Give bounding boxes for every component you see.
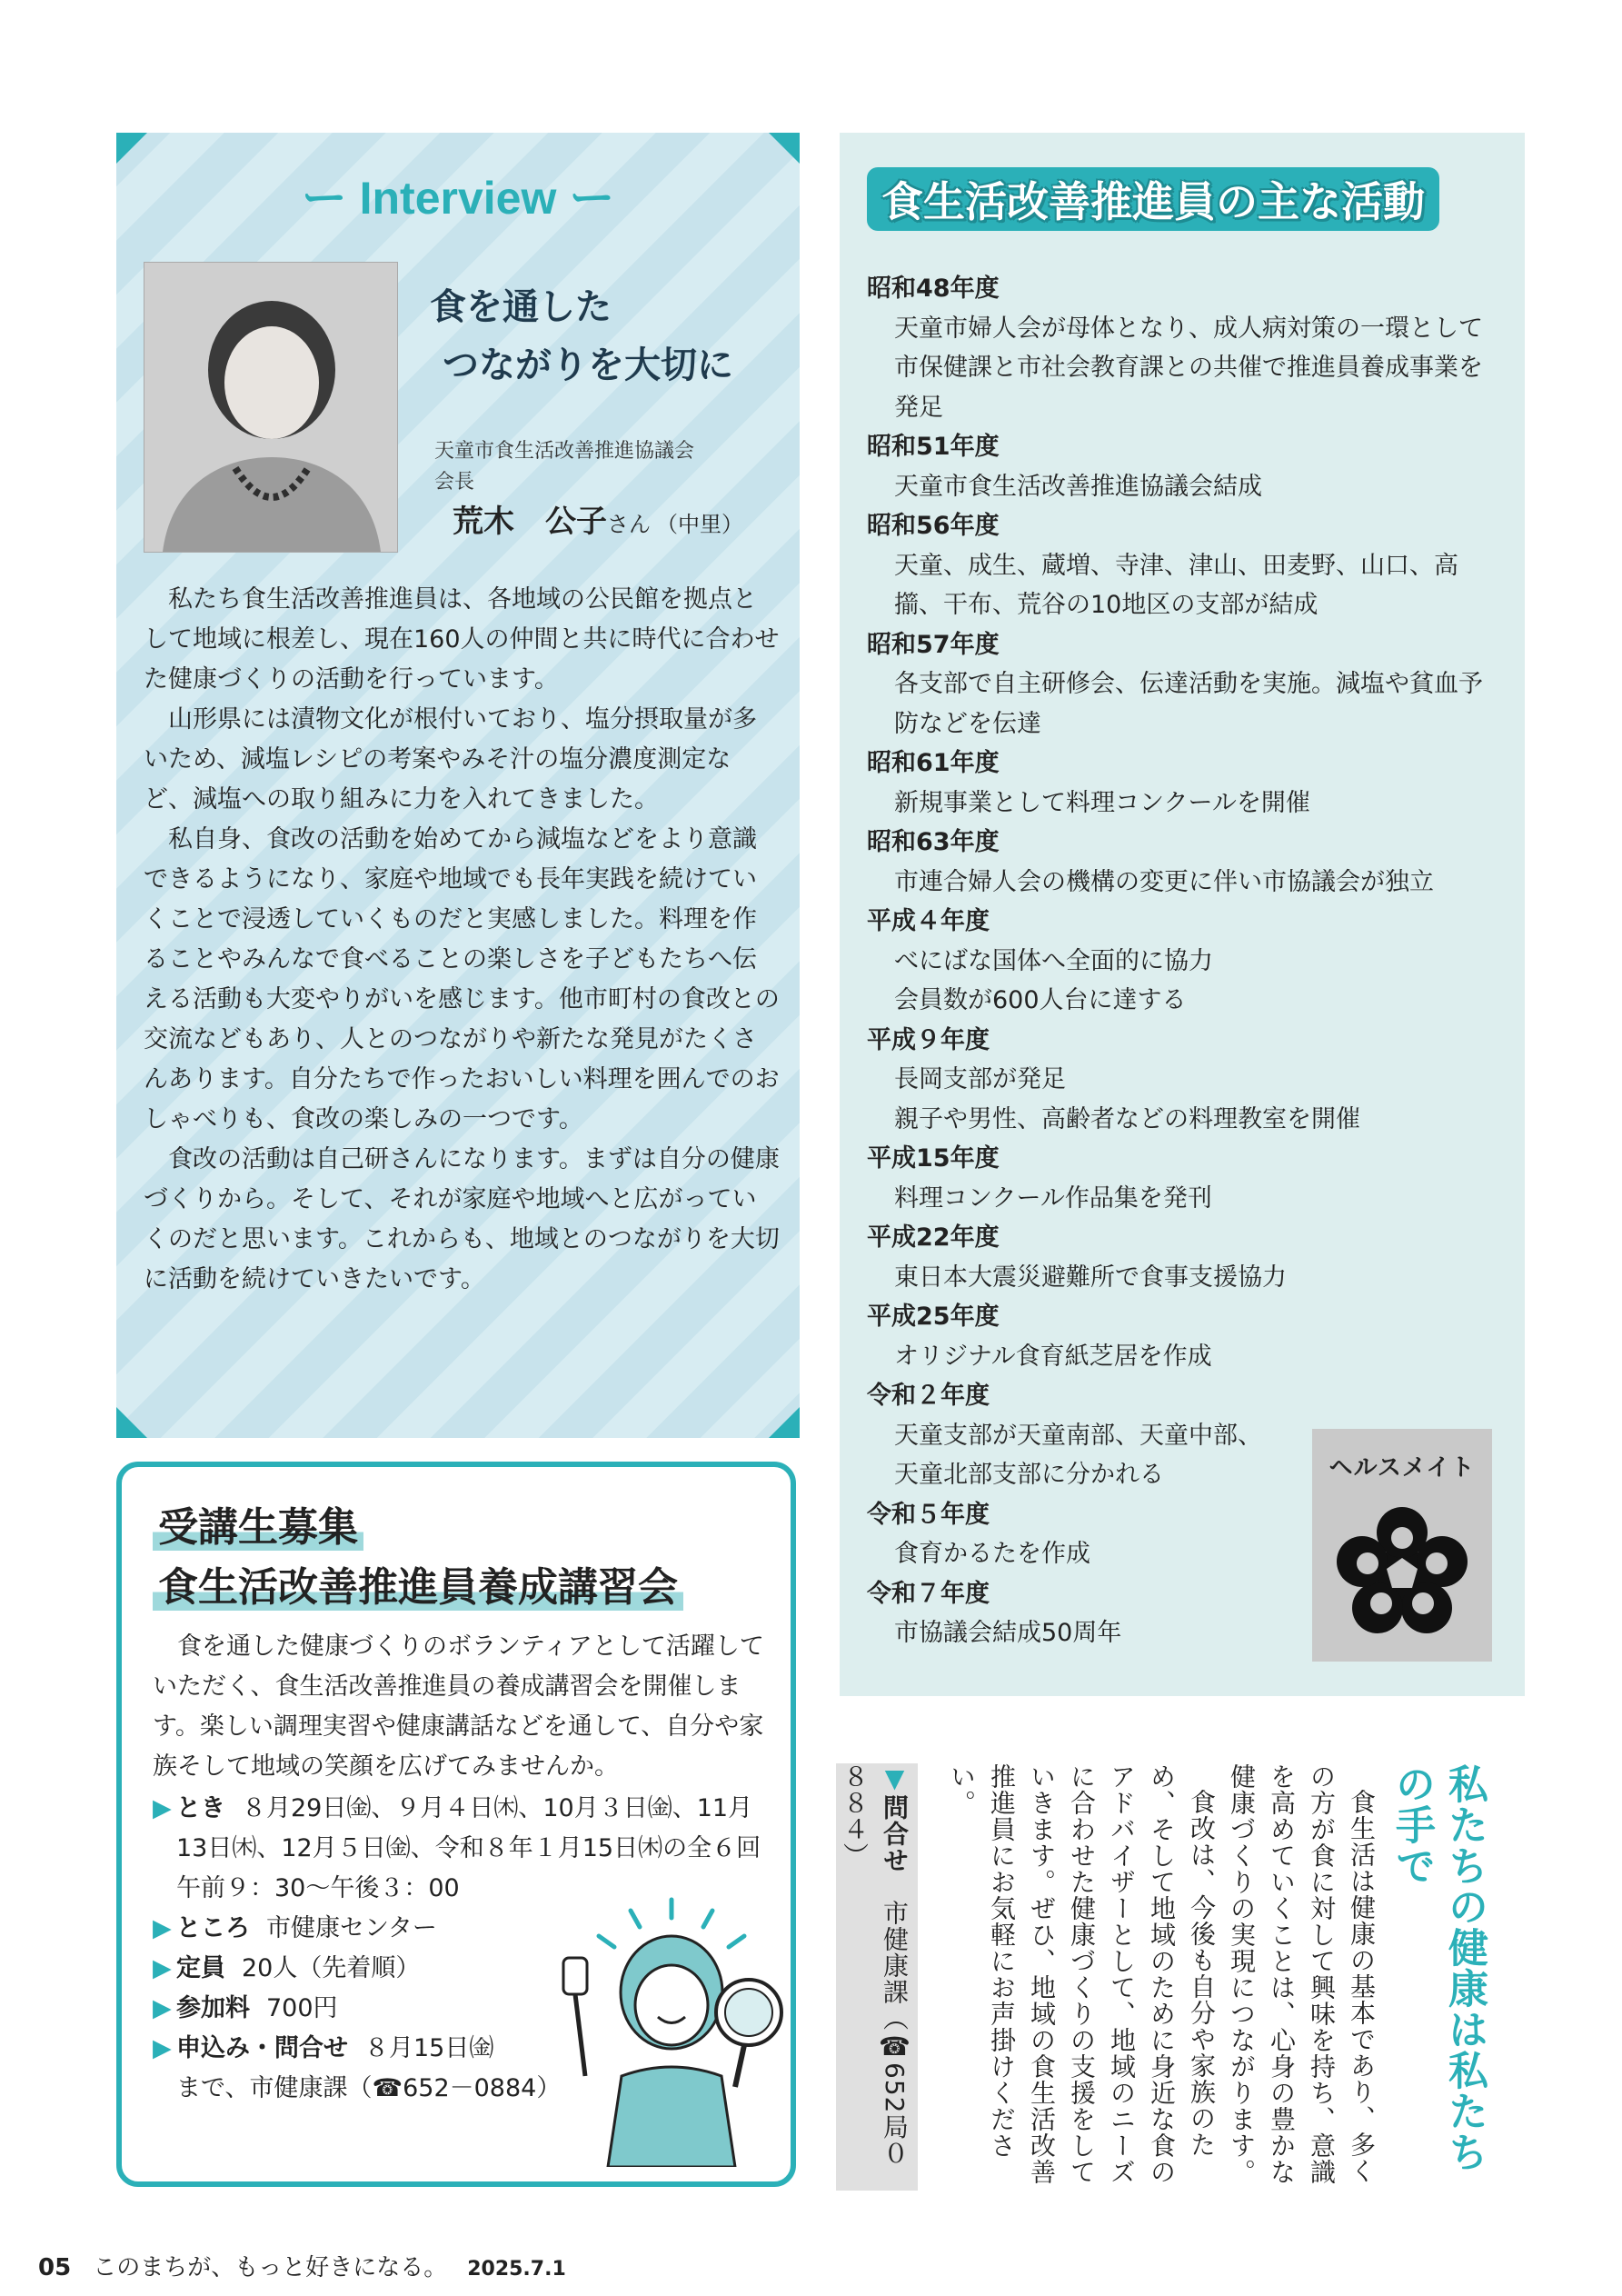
- activity-era: 平成22年度: [867, 1223, 1000, 1252]
- triangle-bullet-icon: ▶: [153, 1994, 172, 2022]
- recruit-title-1: [153, 1494, 363, 1552]
- health-title: 私たちの健康は私たちの手で: [1388, 1763, 1488, 2172]
- interview-label: ー Interview ー: [301, 173, 615, 224]
- activity-event: 市連合婦人会の機構の変更に伴い市協議会が独立: [894, 867, 1434, 896]
- health-contact: [836, 1763, 918, 2191]
- activity-event: 親子や男性、高齢者などの料理教室を開催: [894, 1104, 1360, 1133]
- honorific: さん: [607, 512, 651, 537]
- health-body: [941, 1763, 1381, 2191]
- activity-event: べにばな国体へ全面的に協力: [894, 946, 1213, 975]
- footer-slogan: このまちが、もっと好きになる。: [93, 2254, 448, 2281]
- activity-event: 新規事業として料理コンクールを開催: [894, 788, 1310, 817]
- paragraph: 私たち食生活改善推進員は、各地域の公民館を拠点として地域に根差し、現在160人の仲間と共に時代に合わせた健康づくりの活動を行っています。: [144, 585, 780, 694]
- contact-phone: （☎652局０８８４）: [840, 1763, 910, 2167]
- health-column: [836, 1763, 1490, 2191]
- speaker-name: [453, 496, 743, 541]
- detail-value: 市健康センター: [266, 1914, 437, 1942]
- activity-era: 平成９年度: [867, 1025, 990, 1054]
- activity-event: 天童市婦人会が母体となり、成人病対策の一環として市保健課と市社会教育課との共催で推進員養成事業を発足: [894, 314, 1483, 422]
- triangle-bullet-icon: ▶: [153, 1954, 172, 1982]
- triangle-bullet-icon: ▶: [153, 1914, 172, 1942]
- activity-era: 昭和63年度: [867, 828, 1000, 856]
- paragraph: 食を通した健康づくりのボランティアとして活躍していただく、食生活改善推進員の養成講習会を開催します。楽しい調理実習や健康講話などを通して、自分や家族そして地域の笑顔を広げてみませんか。: [153, 1632, 764, 1781]
- activity-era: 平成15年度: [867, 1144, 1000, 1173]
- interview-panel: [116, 133, 800, 1438]
- issue-date: 2025.7.1: [467, 2258, 566, 2281]
- interview-heading: [430, 278, 733, 394]
- detail-value: 700円: [266, 1994, 338, 2022]
- paragraph: 山形県には漬物文化が根付いており、塩分摂取量が多いため、減塩レシピの考案やみそ汁の塩分濃度測定など、減塩への取り組みに力を入れてきました。: [144, 705, 757, 814]
- activity-event: 各支部で自主研修会、伝達活動を実施。減塩や貧血予防などを伝達: [894, 670, 1483, 738]
- detail-label: 申込み・問合せ: [176, 2034, 348, 2062]
- page-footer: [38, 2249, 566, 2282]
- activity-era: 昭和56年度: [867, 512, 1000, 540]
- recruit-title-2: [153, 1554, 683, 1612]
- recruit-title-text: 受講生募集: [153, 1504, 363, 1551]
- detail-value: 20人（先着順）: [242, 1954, 421, 1982]
- detail-label: ところ: [176, 1914, 250, 1942]
- activity-era: 昭和57年度: [867, 630, 1000, 659]
- detail-label: とき: [176, 1794, 225, 1822]
- activity-era: 令和５年度: [867, 1500, 990, 1529]
- activity-event: オリジナル食育紙芝居を作成: [894, 1342, 1212, 1371]
- contact-value: 市健康課: [880, 1900, 910, 2005]
- contact-label: 問合せ: [880, 1794, 910, 1873]
- activities-panel: [840, 133, 1525, 1696]
- organization-name: 天童市食生活改善推進協議会: [434, 440, 695, 463]
- activity-event: 東日本大震災避難所で食事支援協力: [894, 1263, 1287, 1292]
- speaker-position: 会長: [434, 471, 475, 494]
- activity-event: 天童北部支部に分かれる: [894, 1461, 1164, 1489]
- corner-decoration: [769, 133, 800, 164]
- corner-decoration: [116, 133, 147, 164]
- detail-time: 午前９：30～午後３：00: [176, 1874, 460, 1902]
- activity-era: 令和２年度: [867, 1382, 990, 1410]
- corner-decoration: [116, 1407, 147, 1438]
- activity-event: 会員数が600人台に達する: [894, 986, 1187, 1014]
- triangle-bullet-icon: ▶: [153, 2034, 172, 2062]
- activities-title: 食生活改善推進員の主な活動: [867, 167, 1439, 231]
- paragraph: 食改の活動は自己研さんになります。まずは自分の健康づくりから。そして、それが家庭や地域へと広がっていくのだと思います。これからも、地域とのつながりを大切に活動を続けていきたいです。: [144, 1145, 780, 1293]
- activity-era: 昭和51年度: [867, 433, 1000, 461]
- detail-label: 定員: [176, 1954, 225, 1982]
- recruit-description: [153, 1627, 780, 1787]
- portrait-photo: [144, 262, 398, 553]
- speaker-name-text: 荒木 公子: [453, 504, 607, 540]
- paragraph: 私自身、食改の活動を始めてから減塩などをより意識できるようになり、家庭や地域でも長年実践を続けていくことで浸透していくものだと実感しました。料理を作ることやみんなで食べることの楽しさを子どもたちへ伝える活動も大変やりがいを感じます。他市町村の食改との交流などもあり、人とのつながりや新たな発見がたくさんあります。自分たちで作ったおいしい料理を囲んでのおしゃべりも、食改の楽しみの一つです。: [144, 825, 780, 1133]
- recruit-title-text: 食生活改善推進員養成講習会: [153, 1564, 683, 1611]
- activity-era: 昭和48年度: [867, 275, 1000, 303]
- heading-line: つながりを大切に: [443, 344, 733, 386]
- triangle-bullet-icon: ▼: [880, 1763, 910, 1794]
- activity-event: 市協議会結成50周年: [894, 1619, 1122, 1647]
- heading-line: 食を通した: [430, 285, 612, 328]
- activity-era: 平成25年度: [867, 1303, 1000, 1331]
- logo-text: ヘルスメイト: [1328, 1454, 1476, 1482]
- corner-decoration: [769, 1407, 800, 1438]
- activity-event: 料理コンクール作品集を発刊: [894, 1183, 1212, 1213]
- activity-event: 天童、成生、蔵増、寺津、津山、田麦野、山口、高擶、干布、荒谷の10地区の支部が結成: [894, 551, 1458, 619]
- speaker-area: （中里）: [656, 512, 743, 537]
- interview-body: [144, 580, 780, 1300]
- activity-era: 平成４年度: [867, 907, 990, 935]
- activity-event: 食育かるたを作成: [894, 1540, 1090, 1568]
- paragraph: 食改は、今後も自分や家族のため、そして地域のために身近な食のアドバイザーとして、地域のニーズに合わせた健康づくりの支援をしていきます。ぜひ、地域の食生活改善推進員にお気軽にお声掛けください。: [947, 1763, 1217, 2185]
- detail-value: ８月29日㈮、９月４日㈭、10月３日㈮、11月13日㈭、12月５日㈮、令和８年１月15日㈭の全６回: [176, 1794, 761, 1862]
- page-number: 05: [38, 2254, 72, 2281]
- healthmate-logo: [1312, 1429, 1492, 1662]
- speaker-organization: [434, 436, 694, 498]
- plum-blossom-logo-icon: [1312, 1429, 1492, 1662]
- detail-apply-cont: まで、市健康課（☎652－0884）: [176, 2074, 562, 2102]
- cook-woman-illustration-icon: [558, 1894, 785, 2167]
- activity-event: 天童市食生活改善推進協議会結成: [894, 472, 1262, 501]
- detail-label: 参加料: [176, 1994, 250, 2022]
- activity-era: 令和７年度: [867, 1579, 990, 1608]
- paragraph: 食生活は健康の基本であり、多くの方が食に対して興味を持ち、意識を高めていくことは、心身の豊かな健康づくりの実現につながります。: [1227, 1763, 1377, 2185]
- detail-value: ８月15日㈮: [364, 2034, 494, 2062]
- person-portrait-icon: [144, 263, 397, 552]
- triangle-bullet-icon: ▶: [153, 1794, 172, 1822]
- detail-when: [153, 1789, 780, 1869]
- activity-event: 長岡支部が発足: [894, 1065, 1066, 1093]
- activity-era: 昭和61年度: [867, 749, 1000, 777]
- activity-event: 天童支部が天童南部、天童中部、: [894, 1421, 1262, 1450]
- recruitment-box: [116, 1462, 796, 2187]
